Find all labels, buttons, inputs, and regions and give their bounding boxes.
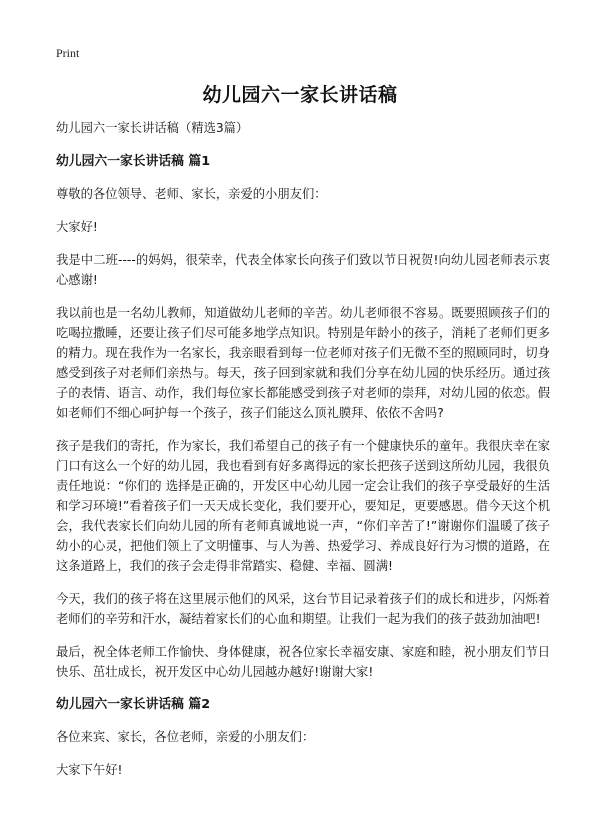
paragraph-salutation: 尊敬的各位领导、老师、家长，亲爱的小朋友们： xyxy=(56,187,327,201)
document-subtitle: 幼儿园六一家长讲话稿（精选3篇） xyxy=(56,121,249,135)
paragraph-salutation: 各位来宾、家长，各位老师，亲爱的小朋友们： xyxy=(56,730,315,744)
paragraph-closing: 最后，祝全体老师工作愉快、身体健康，祝各位家长幸福安康、家庭和睦，祝小朋友们节日快乐、茁壮成长，祝开发区中心幼儿园越办越好!谢谢大家! xyxy=(56,645,550,679)
paragraph-greeting: 大家好! xyxy=(56,220,98,234)
paragraph-body: 今天，我们的孩子将在这里展示他们的风采，这台节目记录着孩子们的成长和进步，闪烁着老师们的辛劳和汗水，凝结着家长们的心血和期望。让我们一起为我们的孩子鼓劲加油吧! xyxy=(56,592,550,626)
paragraph-body: 我以前也是一名幼儿教师，知道做幼儿老师的辛苦。幼儿老师很不容易。既要照顾孩子们的吃喝拉撒睡，还要让孩子们尽可能多地学点知识。特别是年龄小的孩子，消耗了老师们更多的精力。现在我作为一名家长，我亲眼看到每一位老师对孩子们无微不至的照顾同时，切身感受到孩子对老师们亲热与。每天，孩子回到家就和我们分享在幼儿园的快乐经历。通过孩子的表情、语言、动作，我们每位家长都能感受到孩子对老师的崇拜，对幼儿园的依恋。假如老师们不细心呵护每一个孩子，孩子们能这么顶礼膜拜、依依不舍吗? xyxy=(56,306,550,420)
paragraph-body: 孩子是我们的寄托，作为家长，我们希望自己的孩子有一个健康快乐的童年。我很庆幸在家门口有这么一个好的幼儿园，我也看到有好多离得远的家长把孩子送到这所幼儿园，我很负责任地说：“你们的 选择是正确的，开发区中心幼儿园一定会让我们的孩子享受最好的生活和学习环境!”看着孩子们一天天成长变化，我们要开心，要知足，更要感恩。借今天这个机会，我代表家长们向幼儿园的所有老师真诚地说一声，“你们辛苦了!”谢谢你们温暖了孩子幼小的心灵，把他们领上了文明懂事、与人为善、热爱学习、养成良好行为习惯的道路，在这条道路上，我们的孩子会走得非常踏实、稳健、幸福、圆满! xyxy=(56,439,550,573)
document-body xyxy=(56,118,550,793)
section-heading-2: 幼儿园六一家长讲话稿 篇2 xyxy=(56,697,211,712)
paragraph-intro: 我是中二班----的妈妈，很荣幸，代表全体家长向孩子们致以节日祝贺!向幼儿园老师表示衷心感谢! xyxy=(56,253,550,287)
print-link[interactable]: Print xyxy=(56,46,80,60)
document-title: 幼儿园六一家长讲话稿 xyxy=(202,84,398,106)
paragraph-greeting: 大家下午好! xyxy=(56,763,123,777)
section-heading-1: 幼儿园六一家长讲话稿 篇1 xyxy=(56,154,211,169)
